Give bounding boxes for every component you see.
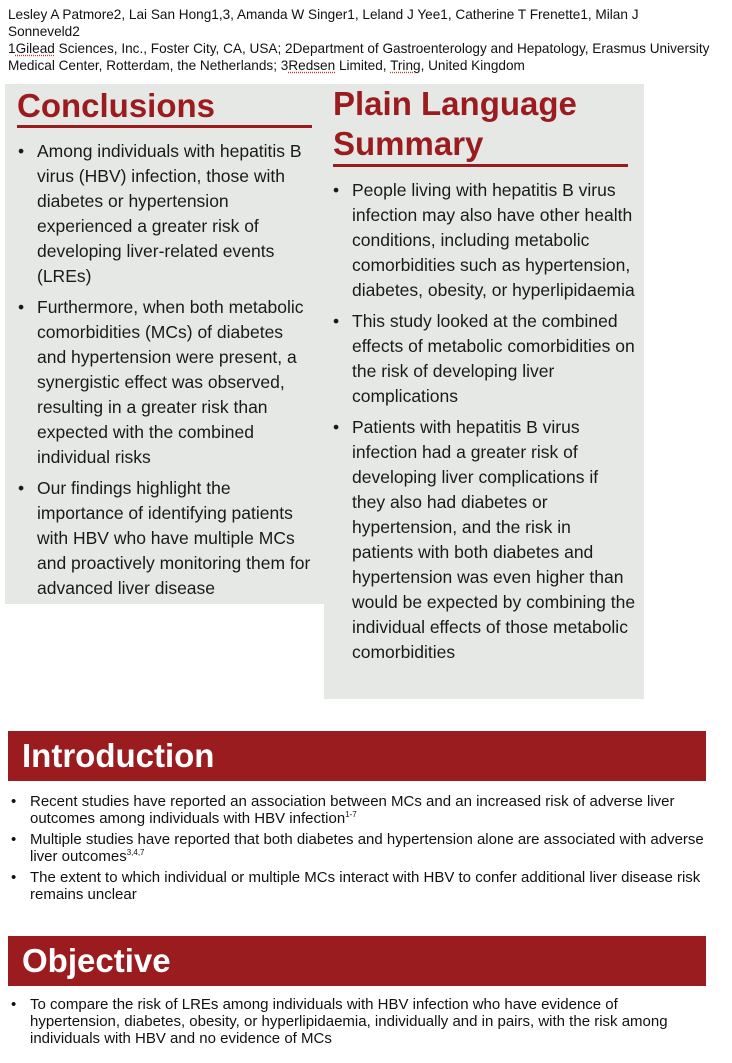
introduction-list	[8, 793, 708, 907]
authors-line: Lesley A Patmore2, Lai San Hong1,3, Amanda W Singer1, Leland J Yee1, Catherine T Frenette1, Milan J Sonneveld2	[8, 7, 639, 39]
introduction-header	[8, 731, 706, 781]
plain-language-list	[330, 178, 636, 671]
list-item: • Our findings highlight the importance of identifying patients with HBV who have multiple MCs and proactively monitoring them for advanced liver disease	[18, 478, 311, 598]
author-block	[8, 6, 724, 74]
list-item: • Furthermore, when both metabolic comorbidities (MCs) of diabetes and hypertension were present, a synergistic effect was observed, resulting in a greater risk than expected with the combined individual risks	[18, 297, 304, 467]
objective-list	[8, 996, 708, 1051]
plain-language-rule	[333, 164, 628, 167]
list-item: • Patients with hepatitis B virus infection had a greater risk of developing liver complications if they also had diabetes or hypertension, and the risk in patients with both diabetes and hypertension was even higher than would be expected by combining the individual effects of those metabolic comorbidities	[333, 417, 636, 662]
reference-superscript: 1-7	[345, 810, 357, 819]
list-item: • This study looked at the combined effects of metabolic comorbidities on the risk of developing liver complications	[333, 311, 635, 406]
list-item: • Recent studies have reported an association between MCs and an increased risk of adverse liver outcomes among individuals with HBV infection$^{1-7}$	[11, 793, 675, 827]
list-item: • The extent to which individual or multiple MCs interact with HBV to confer additional liver disease risk remains unclear	[11, 869, 701, 903]
list-item: • To compare the risk of LREs among individuals with HBV infection who have evidence of hypertension, diabetes, obesity, or hyperlipidaemia, individually and in pairs, with the risk among individuals with HBV and no evidence of MCs	[11, 996, 668, 1047]
plain-language-title: Plain Language Summary	[333, 85, 577, 162]
reference-superscript: 3,4,7	[126, 848, 145, 857]
affiliations: 1Gilead Sciences, Inc., Foster City, CA, USA; 2Department of Gastroenterology and Hepatology, Erasmus University Medical Center, Rotterdam, the Netherlands; 3Redsen Limited, Tring, United Kingdom	[8, 41, 710, 73]
list-item: • Multiple studies have reported that both diabetes and hypertension alone are associated with adverse liver outcomes$^{3,4,7}$	[11, 831, 704, 865]
conclusions-rule	[17, 125, 312, 128]
conclusions-panel	[5, 84, 325, 604]
introduction-title: Introduction	[22, 737, 215, 774]
conclusions-title: Conclusions	[17, 87, 216, 124]
objective-title: Objective	[22, 942, 171, 979]
plain-language-panel	[324, 84, 644, 699]
list-item: • People living with hepatitis B virus infection may also have other health conditions, including metabolic comorbidities such as hypertension, diabetes, obesity, or hyperlipidaemia	[333, 180, 635, 300]
list-item: • Among individuals with hepatitis B virus (HBV) infection, those with diabetes or hypertension experienced a greater risk of developing liver-related events (LREs)	[18, 141, 302, 286]
objective-header	[8, 936, 706, 986]
conclusions-list	[15, 139, 315, 607]
